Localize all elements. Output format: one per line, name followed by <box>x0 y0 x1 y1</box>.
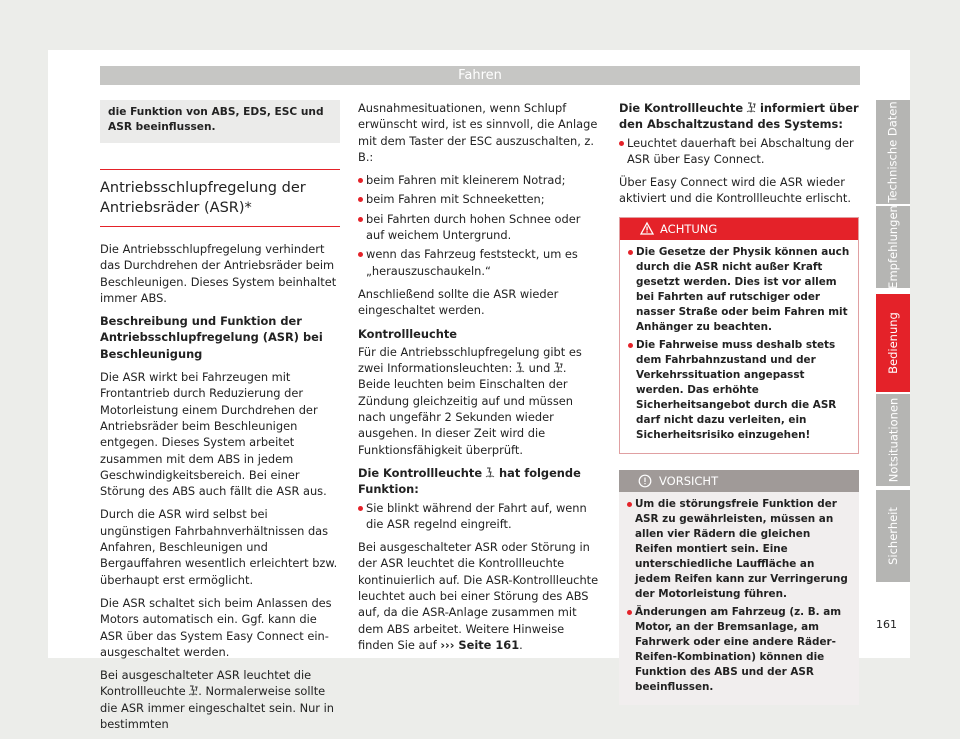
paragraph: Die ASR schaltet sich beim Anlassen des Motors automatisch ein. Ggf. kann die ASR über das System Easy Connect ein- ausgeschaltet werden. <box>100 595 332 659</box>
text-span: Für die Antriebsschlupfregelung gibt es zwei Informationsleuchten: <box>358 344 582 376</box>
column-1 <box>100 100 340 739</box>
caution-header <box>619 470 859 492</box>
info-circle-icon <box>638 474 652 488</box>
column-3 <box>619 100 859 705</box>
text-span: hat folgende Funktion: <box>358 465 581 497</box>
subheading-description: Beschreibung und Funktion der Antriebsschlupfregelung (ASR) bei Beschleunigung <box>100 314 323 361</box>
asr-icon <box>516 362 525 373</box>
page-reference-link[interactable]: ››› Seite 161 <box>440 637 520 652</box>
paragraph <box>100 667 340 732</box>
paragraph <box>358 344 601 458</box>
warning-body <box>620 240 858 453</box>
warning-box <box>619 217 859 454</box>
tab-label: Sicherheit <box>886 507 900 565</box>
page-header: Fahren <box>100 66 860 85</box>
tab-bedienung[interactable] <box>876 294 910 392</box>
subheading-warning-light: Kontrollleuchte <box>358 326 458 341</box>
column-2 <box>358 100 601 660</box>
list-item: beim Fahren mit kleinerem Notrad; <box>358 172 601 188</box>
paragraph: Über Easy Connect wird die ASR wieder aktiviert und die Kontrollleuchte erlischt. <box>619 175 851 206</box>
tab-empfehlungen[interactable] <box>876 206 910 288</box>
list-item: Änderungen am Fahrzeug (z. B. am Motor, an der Bremsanlage, am Fahrwerk oder eine andere Räder-Reifen-Kombination) können die Funktion des ABS und der ASR beeinflussen. <box>627 605 851 695</box>
paragraph: Anschließend sollte die ASR wieder eingeschaltet werden. <box>358 286 559 318</box>
paragraph: Die ASR wirkt bei Fahrzeugen mit Frontantrieb durch Reduzierung der Motorleistung einem Durchdrehen der Antriebsräder beim Beschleunigen entgegen. Dieses System arbeitet zusammen mit dem ABS in jedem Geschwindigkeitsbereich. Bei einer Störung des ABS auch fällt die ASR aus. <box>100 370 327 499</box>
page-number: 161 <box>876 618 897 631</box>
section-title: Antriebsschlupfregelung der Antriebsräder (ASR)* <box>100 169 340 227</box>
tab-technische-daten[interactable] <box>876 100 910 204</box>
subheading-function <box>358 465 601 498</box>
tab-label: Technische Daten <box>886 101 901 203</box>
list-item: Die Gesetze der Physik können auch durch die ASR nicht außer Kraft gesetzt werden. Dies ist vor allem bei Fahrten auf rutschiger oder nasser Straße oder beim Fahren mit Anhänger zu beachten. <box>628 245 850 335</box>
subheading-status <box>619 100 859 133</box>
text-span: informiert über den Abschaltzustand des Systems: <box>619 101 859 132</box>
paragraph: Durch die ASR wird selbst bei ungünstigen Fahrbahnverhältnissen das Anfahren, Beschleunigen und Bergauffahren wesentlich erleichtert bzw. überhaupt erst ermöglicht. <box>100 507 338 587</box>
list-item: bei Fahrten durch hohen Schnee oder auf weichem Untergrund. <box>358 211 601 244</box>
list-item: beim Fahren mit Schneeketten; <box>358 191 601 207</box>
warning-title: ACHTUNG <box>660 221 718 236</box>
tab-label: Notsituationen <box>886 397 901 483</box>
tab-notsituationen[interactable] <box>876 394 910 486</box>
text-span: Bei ausgeschalteter ASR leuchtet die Kontrollleuchte <box>100 668 312 699</box>
list-item: Um die störungsfreie Funktion der ASR zu gewährleisten, müssen an allen vier Rädern die gleichen Reifen montiert sein. Eine unterschiedliche Lauffläche an jedem Reifen kann zur Verringerung der Motorleistung führen. <box>627 497 851 602</box>
list-item: Die Fahrweise muss deshalb stets dem Fahrbahnzustand und der Verkehrssituation angepasst werden. Das erhöhte Sicherheitsangebot durch die ASR darf nicht dazu verleiten, ein Sicherheitsrisiko einzugehen! <box>628 338 850 443</box>
asr-icon <box>486 467 495 478</box>
list-item: Sie blinkt während der Fahrt auf, wenn die ASR regelnd eingreift. <box>358 500 601 533</box>
asr-off-icon <box>189 685 198 696</box>
text-span: . <box>519 637 523 652</box>
caution-box <box>619 470 859 705</box>
text-span: . Normalerweise sollte die ASR immer eingeschaltet sein. Nur in bestimmten <box>100 684 334 732</box>
text-span: Die Kontrollleuchte <box>619 101 744 115</box>
asr-off-icon <box>554 362 563 373</box>
caution-title: VORSICHT <box>659 473 719 488</box>
asr-off-icon <box>747 102 756 113</box>
warning-triangle-icon <box>640 222 654 235</box>
text-span: Bei ausgeschalteter ASR oder Störung in der ASR leuchtet die Kontrollleuchte kontinuierlich auf. Die ASR-Kontrollleuchte leuchtet auch bei einer Störung des ABS auf, da die ASR-Anlage zusammen mit dem ABS arbeitet. Weitere Hinweise finden Sie auf <box>358 540 599 652</box>
tab-sicherheit[interactable] <box>876 490 910 582</box>
tab-label: Empfehlungen <box>886 205 900 289</box>
continued-note: die Funktion von ABS, EDS, ESC und ASR beeinflussen. <box>100 100 340 143</box>
list-item: wenn das Fahrzeug feststeckt, um es „herauszuschaukeln.“ <box>358 246 601 279</box>
caution-body <box>619 492 859 705</box>
paragraph <box>358 539 601 653</box>
text-span: und <box>528 361 551 376</box>
warning-header <box>620 218 858 240</box>
text-span: . Beide leuchten beim Einschalten der Zündung gleichzeitig auf und müssen nach ungefähr 2 Sekunden wieder ausgehen. In dieser Zeit wird die Funktionsfähigkeit überprüft. <box>358 361 573 457</box>
intro-paragraph: Die Antriebsschlupfregelung verhindert das Durchdrehen der Antriebsräder beim Beschleunigen. Dieses System beinhaltet immer ABS. <box>100 242 337 305</box>
list-item: Leuchtet dauerhaft bei Abschaltung der ASR über Easy Connect. <box>619 135 859 168</box>
tab-label: Bedienung <box>886 312 901 374</box>
text-span: Die Kontrollleuchte <box>358 465 483 480</box>
paragraph: Ausnahmesituationen, wenn Schlupf erwünscht wird, ist es sinnvoll, die Anlage mit dem Taster der ESC auszuschalten, z. B.: <box>358 101 598 164</box>
